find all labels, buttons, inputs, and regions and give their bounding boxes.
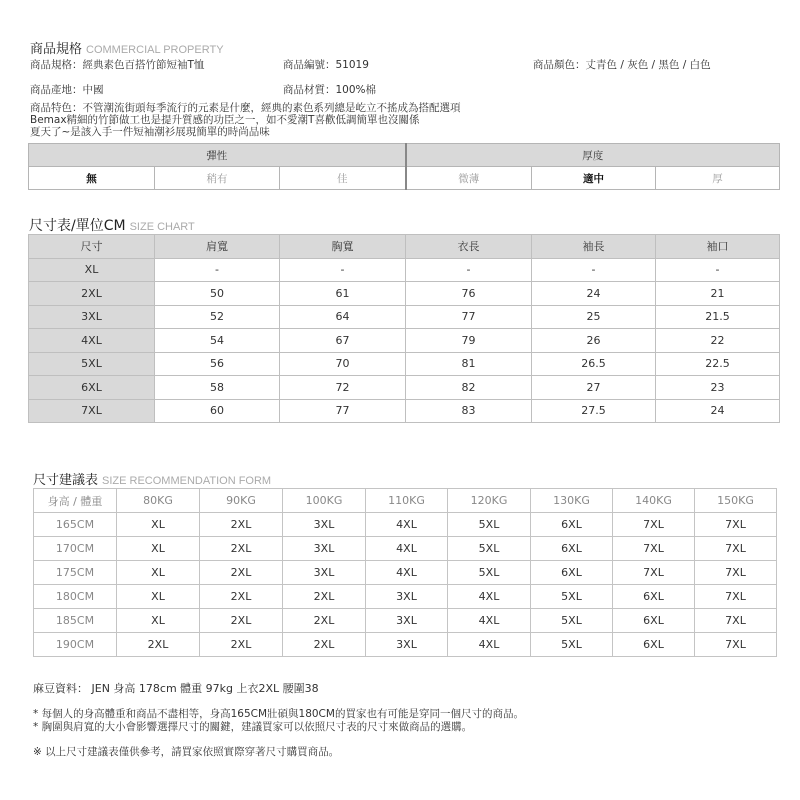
size-value-cell: - <box>656 258 780 282</box>
recommended-size-cell: 2XL <box>200 633 283 657</box>
recommended-size-cell: XL <box>117 561 200 585</box>
recommendation-table <box>33 488 777 657</box>
recommendation-header-cell: 130KG <box>531 489 613 513</box>
recommended-size-cell: 5XL <box>531 633 613 657</box>
recommended-size-cell: 6XL <box>613 585 695 609</box>
size-chart-row <box>29 282 780 306</box>
product-material: 商品材質：100%棉 <box>283 84 377 96</box>
size-value-cell: 76 <box>406 282 532 306</box>
recommended-size-cell: 2XL <box>283 585 366 609</box>
recommended-size-cell: 3XL <box>366 585 448 609</box>
recommended-size-cell: 4XL <box>366 537 448 561</box>
recommended-size-cell: 3XL <box>366 633 448 657</box>
size-value-cell: - <box>406 258 532 282</box>
thickness-option-thin: 微薄 <box>406 167 532 190</box>
size-value-cell: 67 <box>280 329 406 353</box>
product-spec-title-en: COMMERCIAL PROPERTY <box>86 44 224 56</box>
recommendation-title-zh: 尺寸建議表 <box>33 473 99 488</box>
size-value-cell: 23 <box>656 376 780 400</box>
recommended-size-cell: XL <box>117 585 200 609</box>
product-spec-title-zh: 商品規格 <box>30 42 83 57</box>
recommendation-title <box>33 469 271 488</box>
recommended-size-cell: 6XL <box>531 537 613 561</box>
elasticity-option-good: 佳 <box>280 167 406 190</box>
size-chart-header-cell: 肩寬 <box>155 235 280 259</box>
size-chart-row <box>29 305 780 329</box>
recommendation-row <box>34 633 777 657</box>
recommended-size-cell: 2XL <box>200 585 283 609</box>
size-value-cell: 24 <box>532 282 656 306</box>
size-chart-title-en: SIZE CHART <box>129 221 195 233</box>
size-label-cell: 2XL <box>29 282 155 306</box>
elasticity-header: 彈性 <box>29 144 406 167</box>
height-label-cell: 185CM <box>34 609 117 633</box>
size-value-cell: 21.5 <box>656 305 780 329</box>
recommended-size-cell: 4XL <box>448 609 531 633</box>
size-label-cell: 5XL <box>29 352 155 376</box>
size-label-cell: XL <box>29 258 155 282</box>
recommendation-row <box>34 537 777 561</box>
recommended-size-cell: 5XL <box>531 585 613 609</box>
size-value-cell: 79 <box>406 329 532 353</box>
height-label-cell: 170CM <box>34 537 117 561</box>
size-chart-row <box>29 376 780 400</box>
size-chart-header-cell: 袖長 <box>532 235 656 259</box>
recommended-size-cell: 7XL <box>695 537 777 561</box>
size-chart-title <box>29 215 195 235</box>
recommended-size-cell: 4XL <box>448 633 531 657</box>
size-value-cell: 82 <box>406 376 532 400</box>
recommended-size-cell: 7XL <box>613 513 695 537</box>
size-value-cell: 77 <box>406 305 532 329</box>
size-value-cell: 25 <box>532 305 656 329</box>
product-number: 商品編號：51019 <box>283 59 369 71</box>
size-value-cell: 52 <box>155 305 280 329</box>
height-label-cell: 175CM <box>34 561 117 585</box>
note-2: * 胸圍與肩寬的大小會影響選擇尺寸的關鍵，建議買家可以依照尺寸表的尺寸來做商品的選購。 <box>33 721 473 733</box>
recommended-size-cell: 4XL <box>366 561 448 585</box>
recommended-size-cell: XL <box>117 537 200 561</box>
recommended-size-cell: XL <box>117 513 200 537</box>
recommendation-header-cell: 100KG <box>283 489 366 513</box>
size-value-cell: 27 <box>532 376 656 400</box>
feature-line-3: 夏天了~是該入手一件短袖潮衫展現簡單的時尚品味 <box>30 126 270 138</box>
recommended-size-cell: 6XL <box>613 633 695 657</box>
size-label-cell: 7XL <box>29 399 155 423</box>
note-1: * 每個人的身高體重和商品不盡相等，身高165CM壯碩與180CM的買家也有可能是穿同一個尺寸的商品。 <box>33 708 524 720</box>
recommended-size-cell: 7XL <box>695 633 777 657</box>
recommended-size-cell: 4XL <box>366 513 448 537</box>
recommended-size-cell: 2XL <box>200 561 283 585</box>
height-label-cell: 190CM <box>34 633 117 657</box>
recommended-size-cell: 2XL <box>200 537 283 561</box>
size-value-cell: 72 <box>280 376 406 400</box>
height-label-cell: 165CM <box>34 513 117 537</box>
spec-text: 商品規格：經典素色百搭竹節短袖T恤 <box>30 59 205 71</box>
size-value-cell: 54 <box>155 329 280 353</box>
recommendation-header-cell: 90KG <box>200 489 283 513</box>
size-value-cell: 21 <box>656 282 780 306</box>
size-chart-row <box>29 258 780 282</box>
recommended-size-cell: 5XL <box>531 609 613 633</box>
size-value-cell: - <box>532 258 656 282</box>
recommended-size-cell: 6XL <box>613 609 695 633</box>
size-chart-header-cell: 胸寬 <box>280 235 406 259</box>
recommended-size-cell: 2XL <box>200 609 283 633</box>
product-origin: 商品產地：中國 <box>30 84 104 96</box>
size-value-cell: 81 <box>406 352 532 376</box>
size-value-cell: 22 <box>656 329 780 353</box>
recommended-size-cell: 3XL <box>283 561 366 585</box>
size-value-cell: 70 <box>280 352 406 376</box>
recommendation-header-row <box>34 489 777 513</box>
size-value-cell: 26 <box>532 329 656 353</box>
size-chart-header-cell: 衣長 <box>406 235 532 259</box>
size-chart-header-cell: 尺寸 <box>29 235 155 259</box>
size-value-cell: 60 <box>155 399 280 423</box>
thickness-option-medium: 適中 <box>532 167 656 190</box>
recommendation-title-en: SIZE RECOMMENDATION FORM <box>102 475 272 487</box>
size-value-cell: 50 <box>155 282 280 306</box>
size-value-cell: - <box>155 258 280 282</box>
feature-line-2: Bemax精細的竹節做工也是提升質感的功臣之一，如不愛潮T喜歡低調簡單也沒關係 <box>30 114 420 126</box>
size-value-cell: 24 <box>656 399 780 423</box>
size-value-cell: 58 <box>155 376 280 400</box>
recommended-size-cell: 6XL <box>531 513 613 537</box>
size-chart-title-zh: 尺寸表/單位CM <box>29 218 126 234</box>
size-value-cell: 77 <box>280 399 406 423</box>
size-label-cell: 4XL <box>29 329 155 353</box>
recommendation-row <box>34 561 777 585</box>
model-info: 麻豆資料： JEN 身高 178cm 體重 97kg 上衣2XL 腰圍38 <box>33 682 319 695</box>
thickness-header: 厚度 <box>406 144 780 167</box>
elasticity-option-none: 無 <box>29 167 155 190</box>
size-chart-row <box>29 399 780 423</box>
product-spec-title <box>30 38 224 57</box>
size-chart-table <box>28 234 780 423</box>
recommendation-row <box>34 513 777 537</box>
product-colors: 商品顏色：丈青色 / 灰色 / 黑色 / 白色 <box>533 59 711 71</box>
size-value-cell: 61 <box>280 282 406 306</box>
size-chart-row <box>29 352 780 376</box>
size-value-cell: 26.5 <box>532 352 656 376</box>
recommended-size-cell: XL <box>117 609 200 633</box>
size-chart-header-cell: 袖口 <box>656 235 780 259</box>
feature-line-1: 商品特色：不管潮流街頭每季流行的元素是什麼，經典的素色系列總是屹立不搖成為搭配選項 <box>30 102 461 114</box>
property-header-row <box>29 144 780 167</box>
size-chart-header-row <box>29 235 780 259</box>
recommended-size-cell: 2XL <box>283 609 366 633</box>
size-value-cell: - <box>280 258 406 282</box>
recommendation-header-cell: 140KG <box>613 489 695 513</box>
recommended-size-cell: 7XL <box>613 561 695 585</box>
size-value-cell: 64 <box>280 305 406 329</box>
property-table <box>28 143 780 190</box>
recommended-size-cell: 5XL <box>448 513 531 537</box>
recommended-size-cell: 4XL <box>448 585 531 609</box>
recommendation-header-cell: 150KG <box>695 489 777 513</box>
recommended-size-cell: 7XL <box>695 609 777 633</box>
recommendation-header-cell: 80KG <box>117 489 200 513</box>
size-chart-row <box>29 329 780 353</box>
recommended-size-cell: 7XL <box>695 513 777 537</box>
size-value-cell: 22.5 <box>656 352 780 376</box>
recommended-size-cell: 3XL <box>283 537 366 561</box>
size-value-cell: 83 <box>406 399 532 423</box>
recommendation-row <box>34 609 777 633</box>
size-value-cell: 27.5 <box>532 399 656 423</box>
recommended-size-cell: 3XL <box>366 609 448 633</box>
size-label-cell: 3XL <box>29 305 155 329</box>
recommendation-header-cell: 身高 / 體重 <box>34 489 117 513</box>
recommended-size-cell: 7XL <box>695 585 777 609</box>
height-label-cell: 180CM <box>34 585 117 609</box>
thickness-option-thick: 厚 <box>656 167 780 190</box>
recommended-size-cell: 3XL <box>283 513 366 537</box>
recommended-size-cell: 7XL <box>613 537 695 561</box>
recommended-size-cell: 5XL <box>448 537 531 561</box>
recommended-size-cell: 6XL <box>531 561 613 585</box>
recommended-size-cell: 2XL <box>117 633 200 657</box>
recommended-size-cell: 2XL <box>200 513 283 537</box>
recommendation-row <box>34 585 777 609</box>
size-value-cell: 56 <box>155 352 280 376</box>
recommendation-header-cell: 110KG <box>366 489 448 513</box>
note-3: ※ 以上尺寸建議表僅供參考，請買家依照實際穿著尺寸購買商品。 <box>33 746 340 758</box>
size-label-cell: 6XL <box>29 376 155 400</box>
property-option-row <box>29 167 780 190</box>
recommended-size-cell: 5XL <box>448 561 531 585</box>
recommended-size-cell: 7XL <box>695 561 777 585</box>
recommended-size-cell: 2XL <box>283 633 366 657</box>
recommendation-header-cell: 120KG <box>448 489 531 513</box>
elasticity-option-slight: 稍有 <box>155 167 280 190</box>
